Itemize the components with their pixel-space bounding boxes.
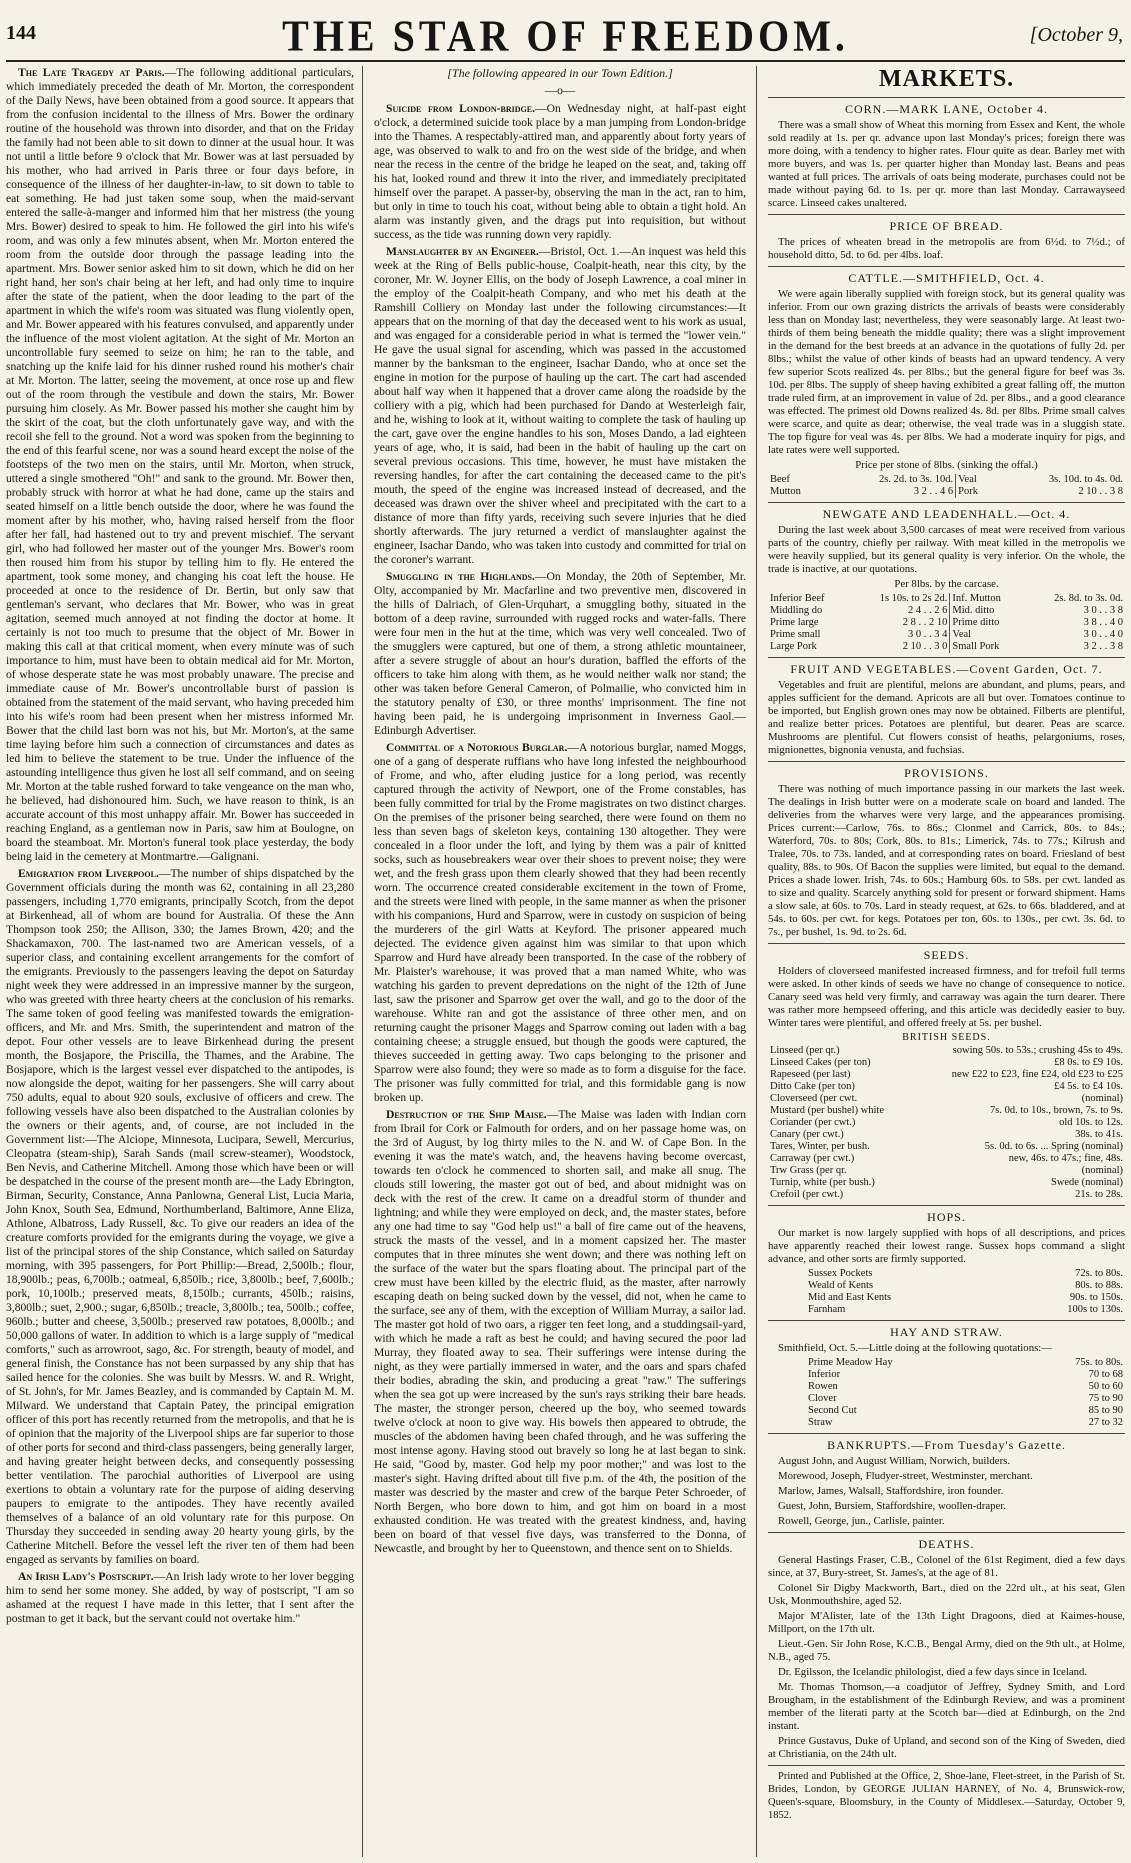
item-name: Mid. ditto: [950, 605, 1024, 617]
item-name: Sussex Pockets: [808, 1268, 873, 1279]
page-number: 144: [6, 22, 36, 44]
divider: [768, 97, 1125, 98]
item-price: 2 8 . . 2 10: [902, 617, 948, 628]
item-price: 85 to 90: [1088, 1405, 1123, 1416]
item-price: 3 2 . . 3 8: [1083, 641, 1123, 652]
article-burglar: [374, 741, 746, 1105]
hops-title: HOPS.: [927, 1210, 966, 1224]
item-price: 5s. 0d. to 6s. ... Spring (nominal): [984, 1141, 1123, 1152]
list-item: Guest, John, Bursiem, Staffordshire, woollen-draper.: [778, 1500, 1006, 1512]
table-row: [768, 1405, 1125, 1417]
item-price: 3 0 . . 4 0: [1083, 629, 1123, 640]
divider: [768, 943, 1125, 944]
article-smuggling: [374, 570, 746, 738]
table-row: [768, 617, 1125, 629]
article-title: Manslaughter by an Engineer.: [386, 245, 539, 258]
table-row: [768, 1280, 1125, 1292]
article-manslaughter: [374, 245, 746, 567]
bankrupts-title: BANKRUPTS.—From Tuesday's Gazette.: [827, 1438, 1066, 1452]
item-name: Cloverseed (per cwt.: [770, 1093, 858, 1104]
list-item: Marlow, James, Walsall, Staffordshire, iron founder.: [778, 1485, 1004, 1497]
article-title: Destruction of the Ship Maise.: [386, 1108, 547, 1121]
item-price: £4 5s. to £4 10s.: [1054, 1081, 1123, 1092]
item-name: Linseed (per qr.): [770, 1045, 840, 1056]
article-suicide: [374, 102, 746, 242]
table-row: [768, 1117, 1125, 1129]
table-row: [768, 1141, 1125, 1153]
item-name: Inferior Beef: [770, 593, 825, 604]
item-price: 90s. to 150s.: [1069, 1292, 1123, 1303]
item-price: 100s to 130s.: [1067, 1304, 1123, 1315]
table-row: [768, 1129, 1125, 1141]
item-name: Carraway (per cwt.): [770, 1153, 855, 1164]
item-price: 2s. 8d. to 3s. 0d.: [1054, 593, 1123, 604]
item-price: 38s. to 41s.: [1075, 1129, 1123, 1140]
item-price: 3 2 . . 4 6: [913, 486, 954, 497]
item-price: 2 10 . . 3 0: [902, 641, 948, 652]
list-item: General Hastings Fraser, C.B., Colonel of the 61st Regiment, died a few days since, at 37, Bury-street, St. James's, at the age of 81.: [768, 1554, 1125, 1579]
table-row: [768, 1268, 1125, 1280]
header-rule: [6, 60, 1125, 62]
column-middle: [374, 66, 746, 1857]
deaths-title: DEATHS.: [918, 1537, 975, 1551]
item-name: Linseed Cakes (per ton): [770, 1057, 871, 1068]
item-price: old 10s. to 12s.: [1059, 1117, 1123, 1128]
table-row: [768, 1393, 1125, 1405]
article-body: —An Irish lady wrote to her lover begging him to send her some money. She added, by way of postscript, "I am so ashamed at the request I have made in this letter, that I sent after the postman to get it back, but the servant could not overtake him.": [6, 1570, 354, 1625]
hay-text: Smithfield, Oct. 5.—Little doing at the following quotations:—: [778, 1342, 1053, 1354]
item-name: Ditto Cake (per ton): [770, 1081, 855, 1092]
cattle-subheading: Price per stone of 8lbs. (sinking the offal.): [855, 459, 1038, 471]
list-item: Major M'Alister, late of the 13th Light Dragoons, died at Kaimes-house, Millport, on the 17th ult.: [768, 1610, 1125, 1635]
table-row: [768, 593, 1125, 605]
divider: [768, 1433, 1125, 1434]
article-body: —Bristol, Oct. 1.—An inquest was held this week at the Ring of Bells public-house, Coalpit-heath, near this city, by the coroner, Mr. W. Joyner Ellis, on the body of Joseph Lawrence, a coal miner in the employ of the Coalpit-heath Company, and who met his death at the Ramshill Colliery on Monday last under the following circumstances:—It appears that on the morning of that day the deceased went to his work as usual, and was engaged for a considerable period in what is termed the "lower vein." He gave the usual signal for ascending, which was passed in the accustomed manner by the banksman to the engineer, Isachar Dando, who at once set the engine in motion for the purpose of hauling up the cart. The cart had ascended about half way when it happened that a drover came along the roadside by the colliery with a pig, which had been purchased for Dando at Westerleigh fair, and he, wishing to look at it, without waiting to complete the task of hauling up the cart, gave over the engine handles to his son, Moses Dando, a lad eighteen years of age, who, it is said, had been in the habit of hauling up the cart on several previous occasions. This time, however, he must have mistaken the reversing handles, for after the cart containing the deceased came to the pit's mouth, the speed of the engine was increased instead of decreased, and the deceased was drawn over the shiver wheel and precipitated with the cart to a distance of more than fifty yards, receiving such severe injuries that he died shortly afterwards. The jury returned a verdict of manslaughter against the engineer, Isachar Dando, who was taken into custody and committed for trial on the coroner's warrant.: [374, 245, 746, 566]
list-item: Morewood, Joseph, Fludyer-street, Westminster, merchant.: [778, 1470, 1033, 1482]
item-name: Weald of Kents: [808, 1280, 874, 1291]
item-name: Straw: [808, 1417, 833, 1428]
item-name: Middling do: [770, 605, 823, 616]
table-row: [768, 605, 1125, 617]
item-price: 3 8 . . 4 0: [1083, 617, 1123, 628]
cattle-title: CATTLE.—SMITHFIELD, Oct. 4.: [848, 271, 1045, 285]
item-name: Farnham: [808, 1304, 846, 1315]
item-name: Trw Grass (per qr.: [770, 1165, 847, 1176]
article-title: The Late Tragedy at Paris.: [18, 66, 165, 79]
item-price: £8 0s. to £9 10s.: [1054, 1057, 1123, 1068]
list-item: August John, and August William, Norwich, builders.: [778, 1455, 1011, 1467]
item-name: Veal: [956, 474, 996, 486]
item-name: Prime large: [770, 617, 819, 628]
section-ornament: —o—: [545, 83, 575, 97]
item-name: Prime small: [770, 629, 821, 640]
printer-imprint: Printed and Published at the Office, 2, Shoe-lane, Fleet-street, in the Parish of St. Brides, London, by GEORGE JULIAN HARNEY, of No. 4, Brunswick-row, Queen's-square, Bloomsbury, in the County of Middlesex.—Saturday, October 9, 1852.: [768, 1771, 1125, 1821]
item-name: Mustard (per bushel) white: [770, 1105, 885, 1116]
article-body: —The Maise was laden with Indian corn from Ibrail for Cork or Falmouth for orders, and on her passage home was, on the 3rd of August, by log thirty miles to the N. and W. of Cape Bon. In the evening it was the mate's watch, and, the heavens having become overcast, towards ten o'clock he commenced to shorten sail, and make all snug. The clouds still lowering, the master got out of bed, and about midnight was on deck with the rest of the crew. It came on a dreadful storm of thunder and lightning; and while they were employed on deck, and, the master states, before any one had time to say "God help us!" a ball of fire came out of the heavens, struck the masts of the vessel, and in a moment capsized her. The master computes that in three minutes she went down; and there was nothing left on the surface of the water but the spars floating about. The principal part of the crew must have been killed by the electric fluid, as the master, after narrowly escaping death on being sucked down by the vessel, did not, when he came to the surface, see any of them, with the exception of William Murray, a sailor lad. The master got hold of two oars, a rigger ten feet long, and a studdingsail-yard, with which he made a raft as best he could; and having secured the poor lad Murray, they floated away to sea. Their sufferings were intense during the night, as they were partially immersed in water, and the oars and spars chafed their bodies, abrading the skin, and producing a great "raw." The sufferings when the sea got up were increased by the sun's rays striking their bare heads. The master, the stronger person, cheered up the boy, who seemed towards twelve o'clock at noon to give way. His bowels then appeared to obtrude, the muscles of the abdomen having been chafed through, and he was suffering the most intense agony. Having stood out bravely so long he at last began to sink. He said, "Good by, master. God help my poor mother;" and was lost to the master's sight. Having drifted about till five p.m. of the 4th, the position of the master was descried by the master and crew of the barque Peter Schroeder, of North Bergen, who bore down to him, and got him on board in a most exhausted condition. He was treated with the greatest kindness, and, having been on board of that vessel five days, was transferred to the Donna, of Newcastle, and brought by her to Queenstown, and thence sent on to Shields.: [374, 1108, 746, 1555]
fruit-text: Vegetables and fruit are plentiful, melons are abundant, and plums, pears, and apples sufficient for the demand. Apricots are all but over. Tomatoes continue to be imported, but English grown ones may now be obtained. Filberts are plentiful, and realize better prices. Potatoes are plentiful, but dearer. Peas are scarce. Mushrooms are plentiful. Cut flowers consist of heaths, pelargoniums, roses, mignionettes, bignonia venusta, and fuchsias.: [768, 679, 1125, 756]
item-name: Turnip, white (per bush.): [770, 1177, 875, 1188]
item-name: Pork: [956, 486, 996, 498]
masthead: [0, 0, 1131, 60]
column-divider: [756, 66, 757, 1857]
table-row: [768, 1417, 1125, 1429]
item-price: 80s. to 88s.: [1075, 1280, 1123, 1291]
divider: [768, 1320, 1125, 1321]
article-body: —On Wednesday night, at half-past eight o'clock, a determined suicide took place by a man jumping from London-bridge into the Thames. A respectably-attired man, and apparently about forty years of age, was observed to walk to and fro on the west side of the bridge, and when near the recess in the centre of the bridge he leaped on the seat, and, taking off his hat, looked round and threw it into the river, and immediately precipitated himself over the parapet. A passer-by, observing the man in the act, ran to him, but only in time to touch his coat, without being able to obtain a tight hold. An alarm was instantly given, and the drags put into requisition, but without success, as the tide was running down very rapidly.: [374, 102, 746, 241]
article-paris: [6, 66, 354, 864]
item-price: (nominal): [1081, 1093, 1123, 1104]
column-divider: [362, 66, 363, 1857]
table-row: [768, 1093, 1125, 1105]
provisions-title: PROVISIONS.: [904, 766, 989, 780]
article-emigration: [6, 867, 354, 1567]
issue-date: [October 9,: [1029, 24, 1123, 46]
newgate-title: NEWGATE AND LEADENHALL.—Oct. 4.: [822, 507, 1071, 521]
item-price: sowing 50s. to 53s.; crushing 45s to 49s.: [952, 1045, 1123, 1056]
item-price: new, 46s. to 47s.; fine, 48s.: [1008, 1153, 1123, 1164]
table-row: [768, 1057, 1125, 1069]
list-item: Mr. Thomas Thomson,—a coadjutor of Jeffrey, Sydney Smith, and Lord Brougham, in the establishment of the Edinburgh Review, and was a prominent member of the literati party at the Scotch bar—died at Edinburgh, on the 2nd instant.: [768, 1681, 1125, 1732]
divider: [768, 266, 1125, 267]
article-body: —The number of ships dispatched by the Government officials during the month was 62, containing in all 23,280 passengers, including 1,770 emigrants, principally Scotch, from the depot at Birkenhead, all of whom are bound for Australia. Of these the Ann Thompson took 250; the Allison, 330; the James Brown, 420; and the Shackamaxon, 700. The last-named two are American vessels, of a superior class, and containing excellent arrangements for the comfort of the emigrants. Previously to the passengers leaving the depot on Saturday night week they were addressed in an impressive manner by the surgeon, who was greeted with three hearty cheers at the conclusion of his remarks. The same token of good feeling was manifested towards the emigration-officers, and Mr. and Mrs. Smith, the superintendent and matron of the depot. Four other vessels are to leave Birkenhead during the present month, the Bosjapore, the Priscilla, the Thames, and the Arabine. The Bosjapore, which is the largest vessel ever dispatched to the antipodes, is now alongside the depot, waiting for her passengers. She will carry about 750 adults, equal to about 920 souls, exclusive of officers and crew. The following vessels have also been dispatched to the Australian colonies by the owners or their agents, and, of course, are not included in the Government list:—The Alciope, Minnesota, Lucipara, Sewell, Mercurius, Cleopatra (steam-ship), Sarah Sands (mail screw-steamer), Woodstock, Ben Nevis, and Catherine Mitchell. Among those which have been or will be despatched in the course of the present month are—the Lady Ebrington, Birman, Security, Constance, Anna Panlowna, General List, Lucia Maria, John Knox, South Sea, Edmund, Northumberland, Baltimore, Anne Eliza, Athlone, Albatross, Lady Russell, &c. To give our readers an idea of the creature comforts provided for the emigrants during the voyage, we give a list of the principal stores of the ship Constance, which sailed on Saturday morning, with 395 passengers, for Port Phillip:—Bread, 2,500lb.; flour, 18,900lb.; peas, 6,700lb.; oatmeal, 6,850lb.; rice, 3,800lb.; beef, 7,600lb.; pork, 10,100lb.; preserved meats, 8,150lb.; currants, 450lb.; raisins, 3,800lb.; suet, 2,900.; sugar, 6,850lb.; treacle, 3,800lb.; tea, 500lb.; coffee, 960lb.; butter and cheese, 3,500lb.; preserved raw potatoes, 8,000lb.; and 50,000 gallons of water. In addition to which is a large supply of "medical comforts," such as arrowroot, sago, &c. For strength, beauty of model, and general finish, the Constance has not been surpassed by any ship that has sailed hence for the colonies. She was built by Messrs. W. and R. Wright, of St. John's, for Mr. James Beazley, and is commanded by Captain M. M. Milward. We understand that Captain Patey, the principal emigration officer of this port has recently returned from the metropolis, and that he is of opinion that the majority of the Liverpool ships are far superior to those of other ports for second and third-class passengers, being generally larger, and having greater height between decks, and consequently possessing better ventilation. The parochial authorities of Liverpool are using exertions to obtain a voluntary rate for the purpose of aiding deserving paupers to emigrate to the antipodes. They have recently availed themselves of a balance of an old voluntary rate for this purpose. On Thursday they succeeded in sending away 20 hearty young girls, by the Catherine Mitchell. Before the vessel left the river ten of them had been engaged as servants by families on board.: [6, 867, 354, 1566]
item-name: Prime Meadow Hay: [808, 1357, 893, 1368]
hay-title: HAY AND STRAW.: [890, 1325, 1003, 1339]
table-row: [768, 474, 1125, 486]
article-body: —On Monday, the 20th of September, Mr. Olty, accompanied by Mr. Macfarline and two preventive men, discovered in the hills of Dalriach, of Glen-Urquhart, a smuggling bothy, situated in the bottom of a deep ravine, surrounded with rugged rocks and water-falls. There were four men in the hut at the time, which was very well concealed. Two of the smugglers were captured, but one of them, a strong athletic mountaineer, after a severe struggle of about an hour's duration, baffled the efforts of the officers to take him along with them, as he would neither walk nor stand; the other was taken before General Cameron, of Polmailie, who convicted him in the statutory penalty of £30, or three months' imprisonment. The fine not having been paid, he is undergoing imprisonment in Inverness Gaol.—Edinburgh Advertiser.: [374, 570, 746, 737]
item-name: Prime ditto: [950, 617, 1024, 629]
item-price: 1s 10s. to 2s 2d.: [879, 593, 948, 604]
hops-text: Our market is now largely supplied with hops of all descriptions, and prices have apparently reached their lowest range. Sussex hops command a slight advance, and other sorts are firmly supported.: [768, 1227, 1125, 1265]
table-row: [768, 1153, 1125, 1165]
table-row: [768, 1357, 1125, 1369]
list-item: Lieut.-Gen. Sir John Rose, K.C.B., Bengal Army, died on the 9th ult., at Holme, N.B., aged 75.: [768, 1638, 1125, 1663]
table-row: [768, 1381, 1125, 1393]
item-price: 72s. to 80s.: [1075, 1268, 1123, 1279]
divider: [768, 1205, 1125, 1206]
newgate-price-table: [768, 593, 1125, 653]
item-price: 3s. 10d. to 4s. 0d.: [1048, 474, 1123, 485]
item-name: Tares, Winter, per bush.: [770, 1141, 870, 1152]
item-name: Clover: [808, 1393, 837, 1404]
article-title: An Irish Lady's Postscript.: [18, 1570, 154, 1583]
item-name: Small Pork: [950, 641, 1024, 653]
paper-title: THE STAR OF FREEDOM.: [282, 10, 849, 61]
provisions-text: There was nothing of much importance passing in our markets the last week. The dealings in Irish butter were on a moderate scale on board and landed. The deliveries from the wharves were very large, and the appearances promising. Prices current:—Carlow, 76s. to 86s.; Clonmel and Carrick, 80s. to 84s.; Waterford, 70s. to 80s; Cork, 80s. to 81s.; Limerick, 74s. to 77s.; Kilrush and Tralee, 70s. to 73s. landed, and at corresponding rates on board. Friesland of best quality, 88s. to 90s. Of Bacon the supplies were limited, but equal to the demand. Prices a shade lower. Irish, 74s. to 60s.; Hamburg 60s. to 58s. per cwt. landed as to size and quality. Scarcely anything sold for present or forward shipment. Hams a slow sale, at 60s. to 70s. Lard in steady request, at 62s. to 66s. bladdered, and at 54s. to 60s. per cwt. for kegs. Potatoes per ton, 60s. to 130s., per cwt. 3s. 6d. to 7s., per bushel, 1s. 9d. to 2s. 6d.: [768, 783, 1125, 938]
list-item: Colonel Sir Digby Mackworth, Bart., died on the 22rd ult., at his seat, Glen Usk, Monmouthshire, aged 52.: [768, 1582, 1125, 1607]
table-row: [768, 1189, 1125, 1201]
fruit-title: FRUIT AND VEGETABLES.—Covent Garden, Oct. 7.: [790, 662, 1103, 676]
article-irish-lady: [6, 1570, 354, 1626]
table-row: [768, 1177, 1125, 1189]
article-title: Committal of a Notorious Burglar.: [386, 741, 568, 754]
table-row: [768, 1069, 1125, 1081]
table-row: [768, 1304, 1125, 1316]
divider: [768, 761, 1125, 762]
item-price: Swede (nominal): [1050, 1177, 1123, 1188]
seeds-title: SEEDS.: [923, 948, 970, 962]
item-price: 2 10 . . 3 8: [1078, 486, 1123, 497]
item-price: 3 0 . . 3 4: [908, 629, 948, 640]
newgate-text: During the last week about 3,500 carcases of meat were received from various parts of the country, chiefly per railway. With meat killed in the metropolis we were heavily supplied, but its general quality is very inferior. On the whole, the trade is inactive, at our quotations.: [768, 524, 1125, 575]
cattle-price-table: [768, 474, 1125, 498]
cattle-text: We were again liberally supplied with foreign stock, but its general quality was inferior. From our own grazing districts the arrivals of beasts were considerably less than on Monday last; nevertheless, they were seasonably large. At least two-thirds of them being beneath the middle quality; there was a slight improvement in the demand for the best breeds at an advance in the quotations of fully 2d. per 8lbs.; whilst the value of other kinds of beasts had an upward tendency. A very few superior Scots realized 4s. per 8lbs.; but the general figure for beef was 3s. 10d. per 8lbs. The supply of sheep having exhibited a great falling off, the mutton trade ruled firm, at an improvement in value of 2d. per 8lbs., and a good clearance was effected. The primest old Downs realized 4s. 8d. per 8lbs. Prime small calves were scarce, and quite as dear; otherwise, the veal trade was in a sluggish state. The top figure for veal was 4s. per 8lbs. We had a moderate inquiry for pigs, and late rates were well supported.: [768, 288, 1125, 456]
list-item: Dr. Egilsson, the Icelandic philologist, died a few days since in Iceland.: [778, 1666, 1088, 1678]
table-row: [768, 1081, 1125, 1093]
divider: [768, 1532, 1125, 1533]
hay-price-table: [768, 1357, 1125, 1429]
item-price: (nominal): [1081, 1165, 1123, 1176]
divider: [768, 502, 1125, 503]
seeds-subheading: BRITISH SEEDS.: [902, 1032, 991, 1043]
bread-text: The prices of wheaten bread in the metropolis are from 6½d. to 7½d.; of household ditto, 5d. to 6d. per 4lbs. loaf.: [768, 236, 1125, 261]
item-name: Rowen: [808, 1381, 838, 1392]
newgate-subheading: Per 8lbs. by the carcase.: [894, 578, 999, 590]
item-price: 21s. to 28s.: [1075, 1189, 1123, 1200]
table-row: [768, 641, 1125, 653]
bread-title: PRICE OF BREAD.: [889, 219, 1004, 233]
item-price: 7s. 0d. to 10s., brown, 7s. to 9s.: [989, 1105, 1123, 1116]
list-item: Rowell, George, jun., Carlisle, painter.: [778, 1515, 945, 1527]
item-name: Second Cut: [808, 1405, 857, 1416]
seeds-text: Holders of cloverseed manifested increased firmness, and for trefoil full terms were asked. In other kinds of seeds we have no change of consequence to notice. Canary seed was held very firmly, and carraway was again the turn dearer. There was rather more hempseed offering, and this article was decidedly easier to buy. Winter tares were plentiful, and offered freely at 5s. per bushel.: [768, 965, 1125, 1029]
item-price: 2 4 . . 2 6: [908, 605, 948, 616]
item-name: Canary (per cwt.): [770, 1129, 844, 1140]
item-price: 50 to 60: [1088, 1381, 1123, 1392]
table-row: [768, 1105, 1125, 1117]
table-row: [768, 1369, 1125, 1381]
item-name: Crefoil (per cwt.): [770, 1189, 844, 1200]
hops-price-table: [768, 1268, 1125, 1316]
item-name: Beef: [770, 474, 790, 485]
article-body: —A notorious burglar, named Moggs, one of a gang of desperate ruffians who have long infested the neighbourhood of Frome, and who, after eluding justice for a long period, was recently captured through the activity of Newport, one of the Frome constables, has been fully committed for trial by the Frome magistrates on two distinct charges. On the premises of the prisoner being searched, there were found on them no less than seven bags of skeleton keys, containing 130 altogether. They were concealed in a floor under the loft, and lying by them was a pair of knitted socks, such as housebreakers wear over their shoes to prevent noise; they were wet, and the fresh grass upon them clearly showed that they had been recently worn. The occurrence created considerable excitement in the town of Frome, and the streets were lined with people, in the same manner as when the prisoner with his companions, Hurd and Sparrow, were in custody on suspicion of being the murderers of the girl Watts at Keyford. The prisoner appeared much dejected. The evidence given against him was similar to that upon which Sparrow and Hurd have already been transported. In the case of the robbery of Mr. Plaister's warehouse, it was proved that a man named White, who was watching his garden to prevent depredations on the night of the 12th of June last, saw the prisoner and Sparrow get over the wall, and go to the door of the warehouse. White ran and got the assistance of three other men, and on returning caught the prisoner Maggs and Sparrow coming out laden with a bag containing cheese; a struggle ensued, but though the goods were captured, the thieves succeeded in getting away. Two caps belonging to the prisoner and Sparrow were also found; they were so made as to form a disguise for the face. The prisoner was fully committed for trial, and this formidable gang is now broken up.: [374, 741, 746, 1104]
item-name: Inf. Mutton: [950, 593, 1024, 605]
column-markets: [768, 66, 1125, 1857]
item-name: Inferior: [808, 1369, 841, 1380]
item-price: new £22 to £23, fine £24, old £23 to £25: [951, 1069, 1123, 1080]
article-body: —The following additional particulars, which immediately preceded the death of Mr. Morton, the correspondent of the Daily News, have been obtained from a good source. It appears that from the confusion incidental to the illness of Mrs. Bower the ordinary routine of the household was thrown into disorder, and that on the Friday the family had not been able to sit down to dinner at the usual hour. It was not until a little before 9 o'clock that Mr. Bower was at last persuaded by his mother, who had arrived in Paris three or four days before, in consequence of the illness of her daughter-in-law, to sit down to table to eat something. He had just taken some soup, when the maid-servant entered the salle-à-manger and informed him that her mistress (the young Mrs. Bower) desired to speak to him. He followed the girl into his wife's room, and was only a few minutes absent, when Mr. Morton entered the room from the outside door through the passage leading into the apartment. Mrs. Bower senior asked him to sit down, which he did on her right hand, her son's chair being at her left, and had only time to inquire after the state of the patient, when the door leading to the part of the apartment in which the wife's room was situated was flung violently open, and Mr. Bower appeared with his features convulsed, and apparently under the influence of the most violent agitation. At the sight of Mr. Morton an uncontrollable fury seemed to seize on him; he ran to the table, and snatching up the knife laid for his dinner rushed round his mother's chair at Mr. Morton. The latter, seeing the movement, at once rose up and flew out of the room through the vestibule and down the stairs, Mr. Bower pursuing him closely. As Mr. Bower passed his mother she caught him by the skirt of the coat, but the cloth unfortunately gave way, and with the recoil she fell to the ground. Not a word was spoken from the beginning to the end of this fearful scene, nor was a sound heard except the noise of the footsteps of the two men on the stairs, until Mr. Morton, when struck, uttered a single smothered "Oh!" and sank to the ground. Mr. Bower then, probably struck with horror at what he had done, came up the stairs and seated himself on a little bench outside the door, where he was found the moment after by his mother, who, having raised herself from the floor after her fall, had hastened out to try and prevent mischief. The servant girl, who had followed her master out of the younger Mrs. Bower's room then roused him from his stupor by telling him to fly. He entered the apartment, took some money, and changing his coat left the house. He proceeded at once to the residence of Dr. Bertin, but only saw that gentleman's servant, who declares that Mr. Bower, who was in great agitation, seemed much annoyed at not finding the doctor at home. It certainly is not too much to presume that the object of Mr. Bower in making this call at that critical moment, when every minute was of such importance to him, must have been to obtain medical aid for Mr. Morton, of whose desperate state he was most probably unaware. The precise and immediate cause of Mr. Bower's uncontrollable burst of passion is obtained from the statement of the maid servant, who having preceded him into his wife's room had been present when her mistress informed Mr. Bower that the child last born was not his, but Mr. Morton's, at the same time laying before him such a connection of circumstances and dates as led him to believe the statement to be true. Under the influence of the astounding intelligence thus given he lost all self command, and on seeing Mr. Morton at the table rushed forward to take vengeance on the man who, he believed, had dishonoured him. Such, we have reason to think, is an accurate account of this most unhappy affair. Mr. Bower has succeeded in reaching England, as a gentleman now in Paris, saw him at Boulogne, on board the steamboat. Mr. Morton's funeral took place yesterday, the body being laid in the cemetery at Montmartre.—Galignani.: [6, 66, 354, 863]
list-item: Prince Gustavus, Duke of Upland, and second son of the King of Sweden, died at Christiania, on the 24th ult.: [768, 1735, 1125, 1760]
article-title: Emigration from Liverpool.: [18, 867, 159, 880]
item-price: 2s. 2d. to 3s. 10d.: [879, 474, 954, 485]
edition-note: [The following appeared in our Town Edition.]: [447, 66, 673, 80]
item-name: Mutton: [770, 486, 801, 497]
item-name: Coriander (per cwt.): [770, 1117, 856, 1128]
markets-heading: MARKETS.: [878, 66, 1015, 92]
divider: [768, 1765, 1125, 1766]
divider: [768, 214, 1125, 215]
article-ship-maise: [374, 1108, 746, 1556]
article-title: Suicide from London-bridge.: [386, 102, 535, 115]
item-name: Rapeseed (per last): [770, 1069, 851, 1080]
item-price: 75s. to 80s.: [1075, 1357, 1123, 1368]
item-name: Veal: [950, 629, 1024, 641]
divider: [768, 657, 1125, 658]
table-row: [768, 1045, 1125, 1057]
corn-text: There was a small show of Wheat this morning from Essex and Kent, the whole sold readily at 1s. per qr. advance upon last Monday's prices; foreign there was more doing, with a tendency to higher rates. Flour quite as dear. Barley met with more buyers, and was 1s. per quarter higher than Monday last. Beans and peas wanted at full prices. The arrivals of oats being moderate, purchases could not be made without paying 6d. to 1s. per qr. more than last Monday. Carrawayseed scarce. Linseed cakes unaltered.: [768, 119, 1125, 209]
item-name: Large Pork: [770, 641, 817, 652]
item-price: 75 to 90: [1088, 1393, 1123, 1404]
column-left: [6, 66, 354, 1857]
item-price: 3 0 . . 3 8: [1083, 605, 1123, 616]
item-price: 70 to 68: [1088, 1369, 1123, 1380]
article-title: Smuggling in the Highlands.: [386, 570, 535, 583]
item-name: Mid and East Kents: [808, 1292, 892, 1303]
corn-title: CORN.—MARK LANE, October 4.: [845, 102, 1048, 116]
seeds-price-table: [768, 1045, 1125, 1201]
table-row: [768, 1292, 1125, 1304]
item-price: 27 to 32: [1088, 1417, 1123, 1428]
table-row: [768, 629, 1125, 641]
table-row: [768, 1165, 1125, 1177]
table-row: [768, 486, 1125, 498]
